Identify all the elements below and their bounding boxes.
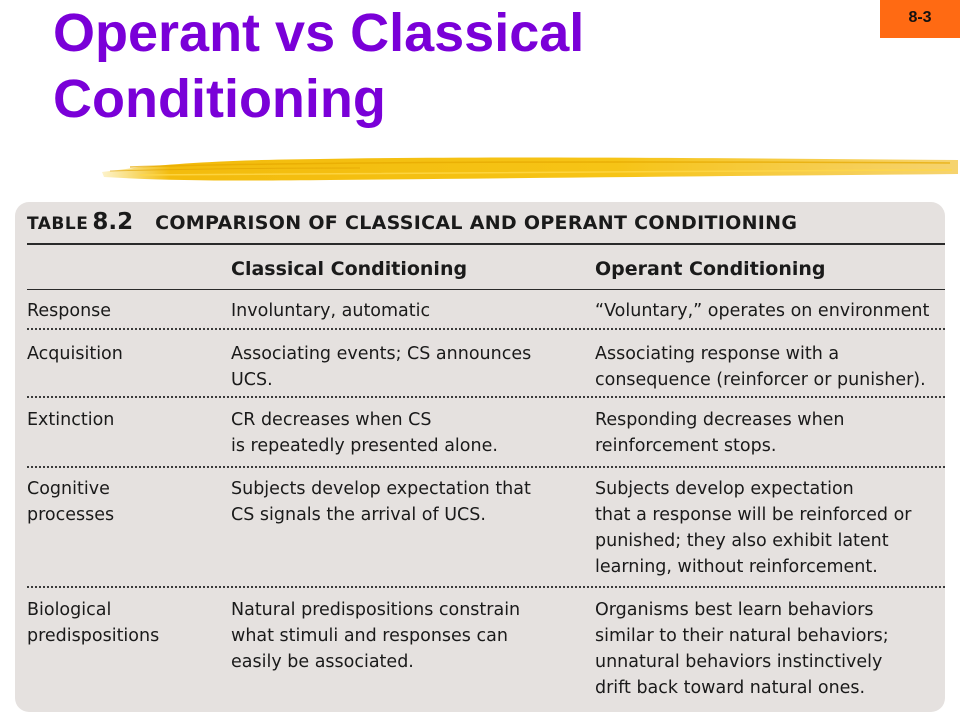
classical-cell: Involuntary, automatic (231, 301, 431, 321)
classical-cell: CR decreases when CS is repeatedly presented alone. (231, 410, 498, 456)
operant-cell: “Voluntary,” operates on environment (595, 301, 930, 321)
table-label: TABLE (27, 214, 89, 234)
yellow-brush-stroke-divider (100, 150, 960, 190)
row-divider (27, 396, 945, 398)
slide-title: Operant vs Classical Conditioning (53, 3, 585, 129)
operant-cell: Responding decreases when reinforcement stops. (595, 410, 845, 456)
column-header-classical: Classical Conditioning (231, 258, 468, 280)
table-heading: COMPARISON OF CLASSICAL AND OPERANT CONDITIONING (155, 212, 798, 234)
row-label: Biological predispositions (27, 600, 160, 646)
row-label: Response (27, 301, 112, 321)
comparison-table (15, 202, 945, 712)
table-number: 8.2 (92, 209, 134, 235)
row-divider (27, 328, 945, 330)
operant-cell: Subjects develop expectation that a response will be reinforced or punished; they also exhibit latent learning, without reinforcement. (595, 479, 912, 577)
slide-number-badge: 8-3 (880, 0, 960, 38)
column-header-operant: Operant Conditioning (595, 258, 826, 280)
classical-cell: Natural predispositions constrain what stimuli and responses can easily be associated. (231, 600, 521, 672)
operant-cell: Associating response with a consequence (reinforcer or punisher). (595, 344, 926, 390)
row-label: Cognitive processes (27, 479, 115, 525)
row-divider (27, 586, 945, 588)
table-top-rule (27, 243, 945, 245)
row-divider (27, 466, 945, 468)
row-label: Acquisition (27, 344, 123, 364)
classical-cell: Subjects develop expectation that CS signals the arrival of UCS. (231, 479, 531, 525)
classical-cell: Associating events; CS announces UCS. (231, 344, 532, 390)
table-caption (27, 209, 797, 241)
header-rule (27, 289, 945, 290)
row-label: Extinction (27, 410, 115, 430)
operant-cell: Organisms best learn behaviors similar to their natural behaviors; unnatural behaviors instinctively drift back toward natural ones. (595, 600, 889, 698)
